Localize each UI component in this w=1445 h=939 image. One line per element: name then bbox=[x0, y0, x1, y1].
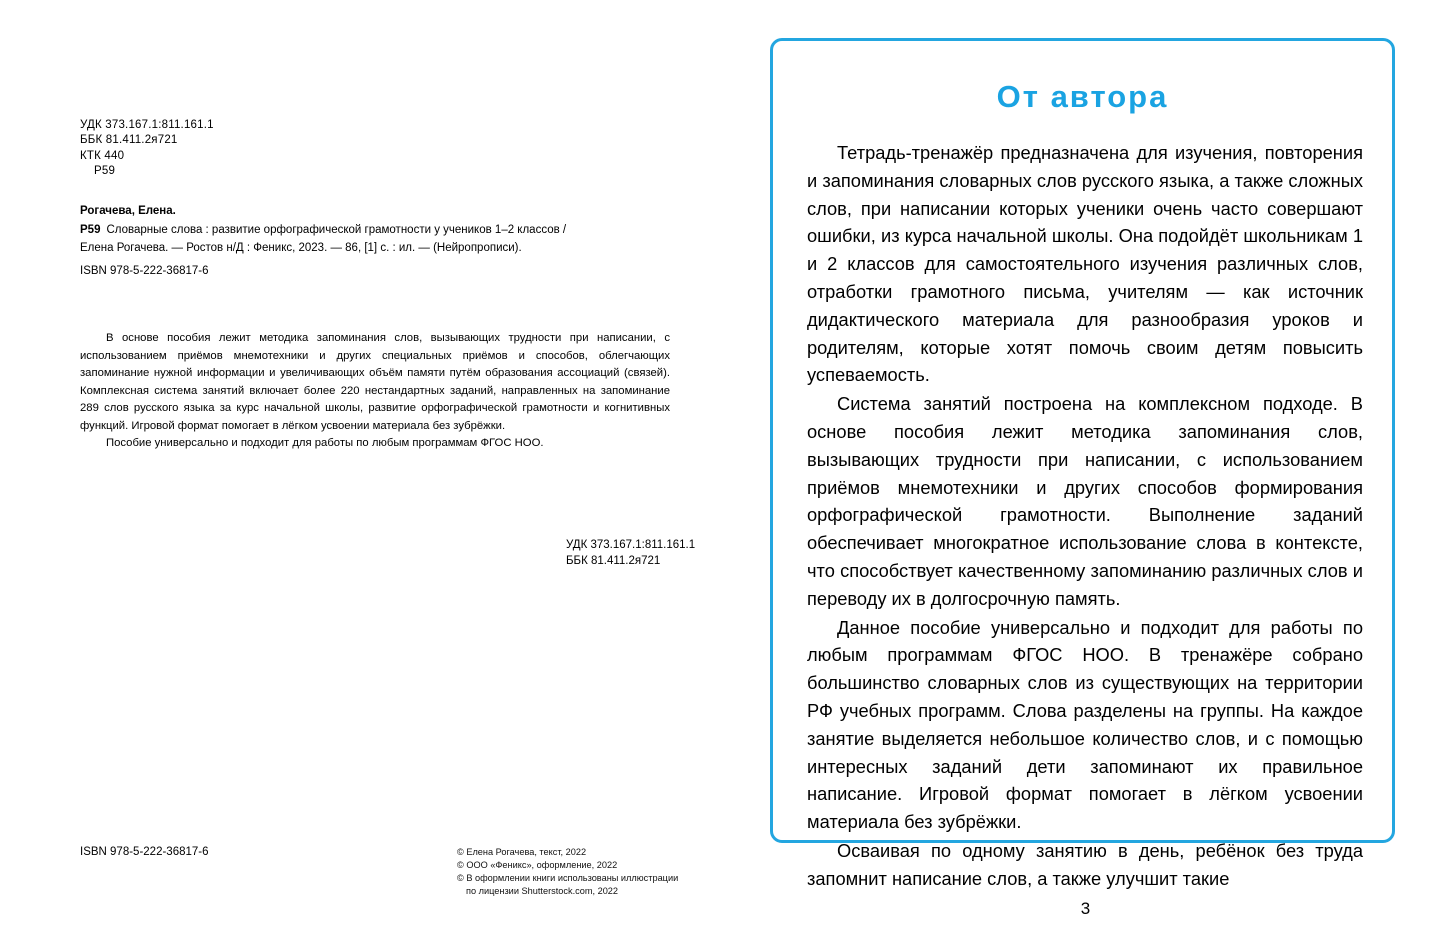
bib-description-1: Словарные слова : развитие орфографической грамотности у учеников 1–2 классов / bbox=[106, 224, 567, 237]
bib-description-2: Елена Рогачева. — Ростов н/Д : Феникс, 2023. — 86, [1] с. : ил. — (Нейропрописи). bbox=[80, 241, 522, 254]
credit-line-4: по лицензии Shutterstock.com, 2022 bbox=[466, 886, 619, 897]
foreword-paragraph-3: Данное пособие универсально и подходит для работы по любым программам ФГОС НОО. В тренажёре собрано большинство словарных слов из существующих на территории РФ учебных программ. Слова разделены на группы. На каждое занятие выделяется небольшое количество слов, и с помощью интересных заданий дети запоминают их правильное написание. Игровой формат помогает в лёгком усвоении материала без зубрёжки. bbox=[807, 616, 1363, 833]
left-page bbox=[0, 0, 722, 939]
shelf-mark: Р59 bbox=[94, 164, 116, 177]
foreword-paragraph-4: Осваивая по одному занятию в день, ребёнок без труда запомнит написание слов, а также улучшит такие bbox=[807, 839, 1363, 889]
annotation-paragraph-1: В основе пособия лежит методика запоминания слов, вызывающих трудности при написании, с использованием приёмов мнемотехники и других специальных приёмов и способов, облегчающих запоминание нужной информации и увеличивающих объём памяти путём образования ассоциаций (связей). Комплексная система занятий включает более 220 нестандартных заданий, направленных на запоминание 289 слов русского языка за курс начальной школы, развитие орфографической грамотности и когнитивных функций. Игровой формат помогает в лёгком усвоении материала без зубрёжки. bbox=[80, 332, 670, 432]
bib-description-first-line bbox=[80, 222, 670, 239]
foreword-body bbox=[807, 139, 1363, 894]
right-page bbox=[722, 0, 1445, 939]
page-number: 3 bbox=[1080, 899, 1091, 918]
bbk-code-repeat: ББК 81.411.2я721 bbox=[566, 554, 661, 567]
udk-code: УДК 373.167.1:811.161.1 bbox=[80, 119, 214, 131]
foreword-paragraph-1: Тетрадь-тренажёр предназначена для изучения, повторения и запоминания словарных слов русского языка, а также сложных слов, при написании которых ученики очень часто совершают ошибки, из курса начальной школы. Она подойдёт школьникам 1 и 2 классов для самостоятельного изучения различных слов, отработки грамотного письма, учителям — как источник дидактического материала для разнообразия уроков и родителям, которые хотят помочь своим детям повысить успеваемость. bbox=[807, 142, 1363, 386]
page-title: От автора bbox=[996, 79, 1169, 114]
bib-shelf-label: Р59 bbox=[80, 224, 101, 237]
credit-line-3: © В оформлении книги использованы иллюстрации bbox=[457, 873, 679, 884]
bbk-code: ББК 81.411.2я721 bbox=[80, 134, 178, 147]
foreword-paragraph-2: Система занятий построена на комплексном подходе. В основе пособия лежит методика запоминания слов, вызывающих трудности при написании, с использованием приёмов мнемотехники и других способов формирования орфографической грамотности. Выполнение заданий обеспечивает многократное использование слова в контексте, что способствует качественному запоминанию различных слов и переводу их в долгосрочную память. bbox=[807, 393, 1363, 609]
classification-codes-repeat bbox=[566, 538, 695, 569]
udk-code-repeat: УДК 373.167.1:811.161.1 bbox=[566, 539, 696, 551]
isbn-bottom: ISBN 978-5-222-36817-6 bbox=[80, 846, 209, 858]
author-foreword-frame bbox=[770, 38, 1395, 918]
isbn-top: ISBN 978-5-222-36817-6 bbox=[80, 265, 209, 277]
annotation-paragraph-2: Пособие универсально и подходит для работы по любым программам ФГОС НОО. bbox=[106, 437, 544, 449]
ktk-code: КТК 440 bbox=[80, 149, 125, 162]
bibliographic-record bbox=[80, 203, 670, 257]
copyright-credits bbox=[457, 846, 678, 898]
annotation-text bbox=[80, 330, 670, 453]
bib-author: Рогачева, Елена. bbox=[80, 205, 176, 217]
credit-line-1: © Елена Рогачева, текст, 2022 bbox=[457, 847, 587, 857]
classification-codes bbox=[80, 118, 214, 179]
credit-line-2: © ООО «Феникс», оформление, 2022 bbox=[457, 860, 618, 871]
